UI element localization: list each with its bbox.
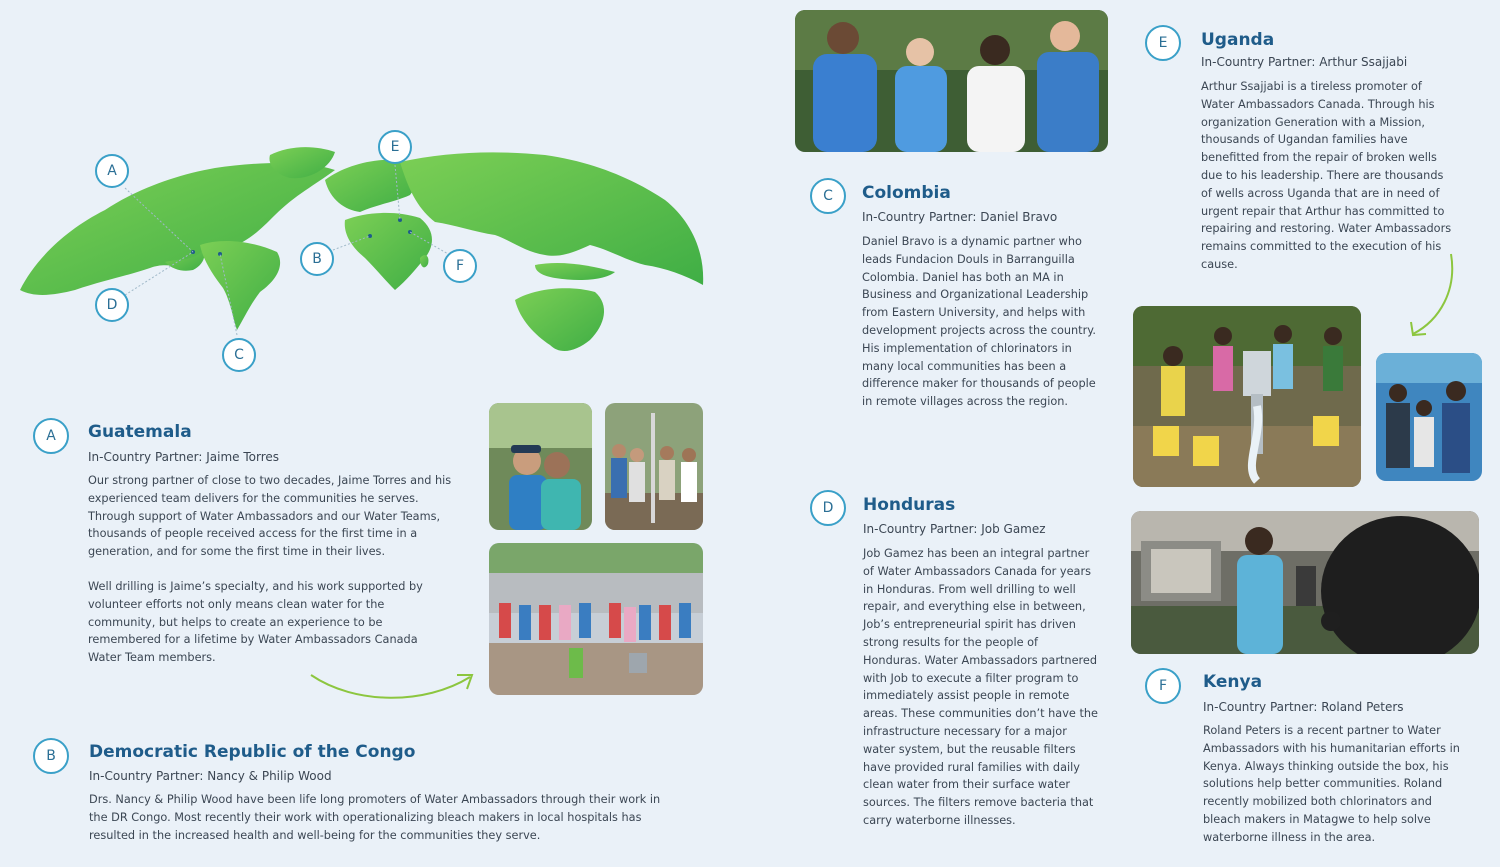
guatemala-photo-men	[605, 403, 703, 530]
uganda-photo-people	[1376, 353, 1482, 481]
drc-title: Democratic Republic of the Congo	[89, 742, 416, 762]
section-marker-c: C	[810, 178, 846, 214]
map-indonesia	[535, 263, 615, 280]
guatemala-photo-group	[489, 543, 703, 695]
drc-partner: In-Country Partner: Nancy & Philip Wood	[89, 769, 332, 783]
map-africa	[345, 213, 432, 290]
colombia-photo	[795, 10, 1108, 152]
section-marker-d: D	[810, 490, 846, 526]
guatemala-partner: In-Country Partner: Jaime Torres	[88, 450, 279, 464]
guatemala-paragraph-2: Well drilling is Jaime’s specialty, and his work supported by volunteer efforts not only means clean water for the community, but helps to create an experience to be remembered for a lifetime by Water Ambassadors Canada Water Team members.	[88, 580, 423, 665]
colombia-title: Colombia	[862, 183, 951, 203]
guatemala-title: Guatemala	[88, 422, 192, 442]
colombia-partner: In-Country Partner: Daniel Bravo	[862, 210, 1058, 224]
map-marker-b[interactable]: B	[300, 242, 334, 276]
section-marker-a: A	[33, 418, 69, 454]
map-marker-f[interactable]: F	[443, 249, 477, 283]
curved-arrow-uganda	[1405, 250, 1460, 340]
colombia-paragraph: Daniel Bravo is a dynamic partner who leads Fundacion Douls in Barranguilla Colombia. Daniel has both an MA in Business and Organizational Leadership from Eastern University, and helps with development projects across the country. His implementation of chlorinators in many local communities has been a difference maker for thousands of people in remote villages across the region.	[862, 235, 1096, 409]
guatemala-paragraph-1: Our strong partner of close to two decades, Jaime Torres and his experienced team delivers for the communities he serves. Through support of Water Ambassadors and our Water Teams, thousands of people received access for the first time in a generation, and for some the first time in their lives.	[88, 474, 452, 559]
map-marker-d[interactable]: D	[95, 288, 129, 322]
section-marker-e: E	[1145, 25, 1181, 61]
map-north-america	[20, 163, 335, 295]
honduras-paragraph: Job Gamez has been an integral partner of Water Ambassadors Canada for years in Honduras. From well drilling to well repair, and everything else in between, Job’s entrepreneurial spirit has driven strong results for the people of Honduras. Water Ambassadors partnered with Job to execute a filter program to immediately assist people in remote areas. These communities don’t have the infrastructure necessary for a major water system, but the reusable filters have provided rural families with daily clean water from their surface water sources. The filters remove bacteria that carry waterborne illnesses.	[863, 547, 1098, 827]
section-marker-f: F	[1145, 668, 1181, 704]
honduras-partner: In-Country Partner: Job Gamez	[863, 522, 1046, 536]
uganda-photo-well	[1133, 306, 1361, 487]
map-madagascar	[420, 255, 428, 267]
uganda-title: Uganda	[1201, 30, 1275, 50]
honduras-title: Honduras	[863, 495, 956, 515]
kenya-partner: In-Country Partner: Roland Peters	[1203, 700, 1404, 714]
uganda-partner: In-Country Partner: Arthur Ssajjabi	[1201, 55, 1408, 69]
section-marker-b: B	[33, 738, 69, 774]
guatemala-photo-women	[489, 403, 592, 530]
uganda-paragraph: Arthur Ssajjabi is a tireless promoter of Water Ambassadors Canada. Through his organization Generation with a Mission, thousands of Ugandan families have benefitted from the repair of broken wells due to his leadership. There are thousands of wells across Uganda that are in need of urgent repair that Arthur has committed to repairing and restoring. Water Ambassadors remains committed to the execution of his cause.	[1201, 80, 1452, 271]
map-marker-e[interactable]: E	[378, 130, 412, 164]
kenya-photo	[1131, 511, 1479, 654]
map-marker-a[interactable]: A	[95, 154, 129, 188]
kenya-title: Kenya	[1203, 672, 1263, 692]
map-south-america	[200, 241, 280, 330]
kenya-paragraph: Roland Peters is a recent partner to Water Ambassadors with his humanitarian efforts in Kenya. Always thinking outside the box, his solutions help better communities. Roland recently mobilized both chlorinators and bleach makers in Matagwe to help solve waterborne illness in the area.	[1203, 724, 1460, 844]
curved-arrow-guatemala	[305, 665, 480, 710]
map-marker-c[interactable]: C	[222, 338, 256, 372]
drc-paragraph: Drs. Nancy & Philip Wood have been life long promoters of Water Ambassadors through their work in the DR Congo. Most recently their work with operationalizing bleach makers in local hospitals has resulted in the increased health and well-being for the communities they serve.	[89, 793, 661, 842]
map-europe	[325, 160, 415, 212]
map-australia	[515, 288, 604, 351]
